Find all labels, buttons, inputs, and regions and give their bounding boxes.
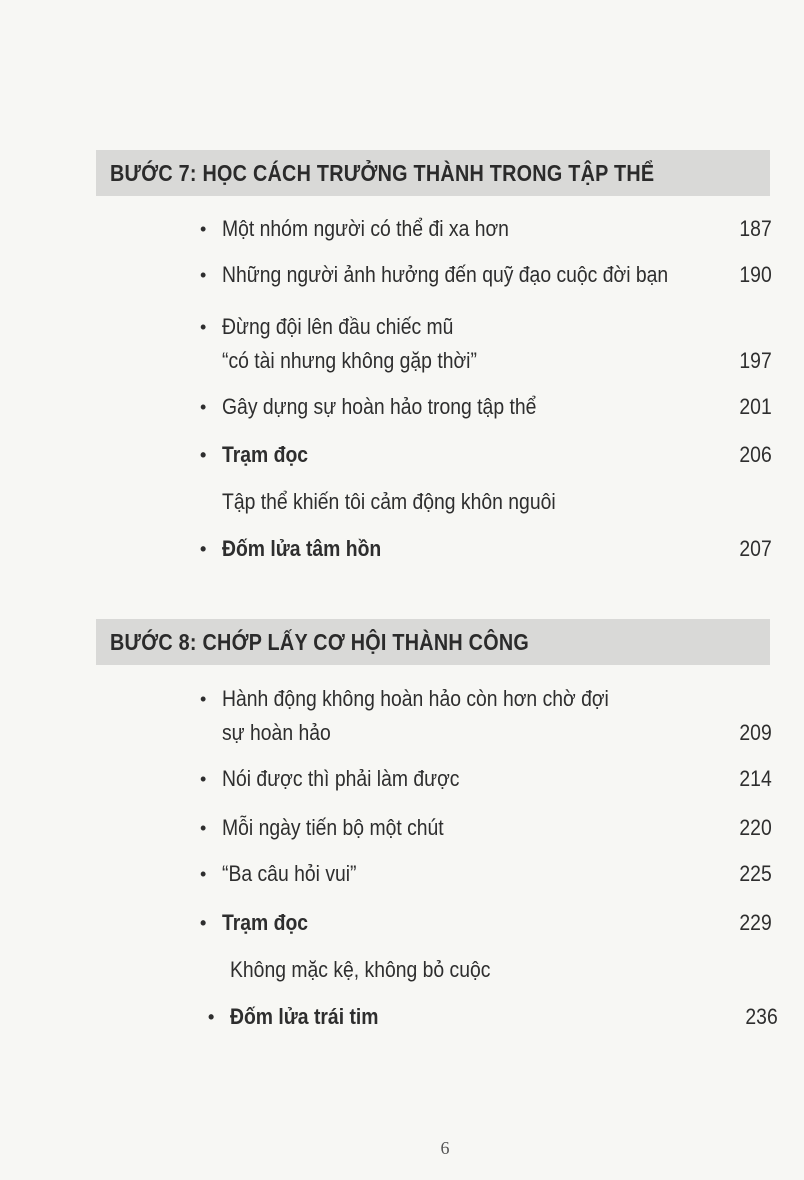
bullet-icon: • (200, 913, 207, 933)
bullet-icon: • (200, 689, 207, 709)
section-7-title: BƯỚC 7: HỌC CÁCH TRƯỞNG THÀNH TRONG TẬP THỂ (110, 159, 655, 186)
bullet-icon: • (200, 864, 207, 884)
toc-entry-7-3[interactable] (200, 309, 772, 385)
bullet-icon: • (200, 818, 207, 838)
toc-entry-page: 207 (739, 536, 772, 561)
toc-entry-page: 206 (739, 442, 772, 467)
bullet-icon: • (200, 769, 207, 789)
toc-entry-page: 209 (739, 720, 772, 745)
toc-entry-title: Đốm lửa tâm hồn (222, 536, 382, 561)
toc-entry-title: Hành động không hoàn hảo còn hơn chờ đợi (222, 686, 609, 711)
bullet-icon: • (200, 317, 207, 337)
toc-entry-page: 220 (739, 815, 772, 840)
toc-entry-page: 214 (739, 766, 772, 791)
toc-entry-title: Trạm đọc (222, 910, 309, 935)
page-number: 6 (440, 1138, 450, 1158)
toc-entry-title: Nói được thì phải làm được (222, 766, 460, 791)
bullet-icon: • (200, 219, 207, 239)
bullet-icon: • (200, 539, 207, 559)
bullet-icon: • (200, 445, 207, 465)
toc-subtitle-7: Tập thể khiến tôi cảm động khôn nguôi (222, 489, 556, 514)
toc-entry-page: 197 (739, 348, 772, 373)
toc-entry-title: Gây dựng sự hoàn hảo trong tập thể (222, 394, 537, 419)
toc-entry-page: 229 (739, 910, 772, 935)
bullet-icon: • (200, 265, 207, 285)
section-8-header (96, 619, 770, 665)
toc-entry-page: 190 (739, 262, 772, 287)
toc-entry-title-line2: sự hoàn hảo (222, 720, 331, 745)
toc-entry-title: Đốm lửa trái tim (230, 1004, 379, 1029)
toc-entry-page: 201 (739, 394, 772, 419)
bullet-icon: • (208, 1007, 215, 1027)
toc-entry-title: Trạm đọc (222, 442, 309, 467)
toc-entry-page: 225 (739, 861, 772, 886)
toc-subtitle-8: Không mặc kệ, không bỏ cuộc (230, 957, 491, 982)
toc-entry-title: Mỗi ngày tiến bộ một chút (222, 815, 444, 840)
toc-entry-page: 187 (739, 216, 772, 241)
toc-entry-title: “Ba câu hỏi vui” (222, 861, 357, 886)
section-7-header (96, 150, 770, 196)
toc-entry-title: Một nhóm người có thể đi xa hơn (222, 216, 509, 241)
toc-entry-page: 236 (745, 1004, 778, 1029)
section-8-title: BƯỚC 8: CHỚP LẤY CƠ HỘI THÀNH CÔNG (110, 628, 530, 655)
toc-entry-title-line2: “có tài nhưng không gặp thời” (222, 348, 477, 373)
toc-entry-8-1[interactable] (200, 681, 772, 757)
toc-entry-title: Những người ảnh hưởng đến quỹ đạo cuộc đời bạn (222, 262, 669, 287)
bullet-icon: • (200, 397, 207, 417)
toc-entry-title: Đừng đội lên đầu chiếc mũ (222, 314, 454, 339)
